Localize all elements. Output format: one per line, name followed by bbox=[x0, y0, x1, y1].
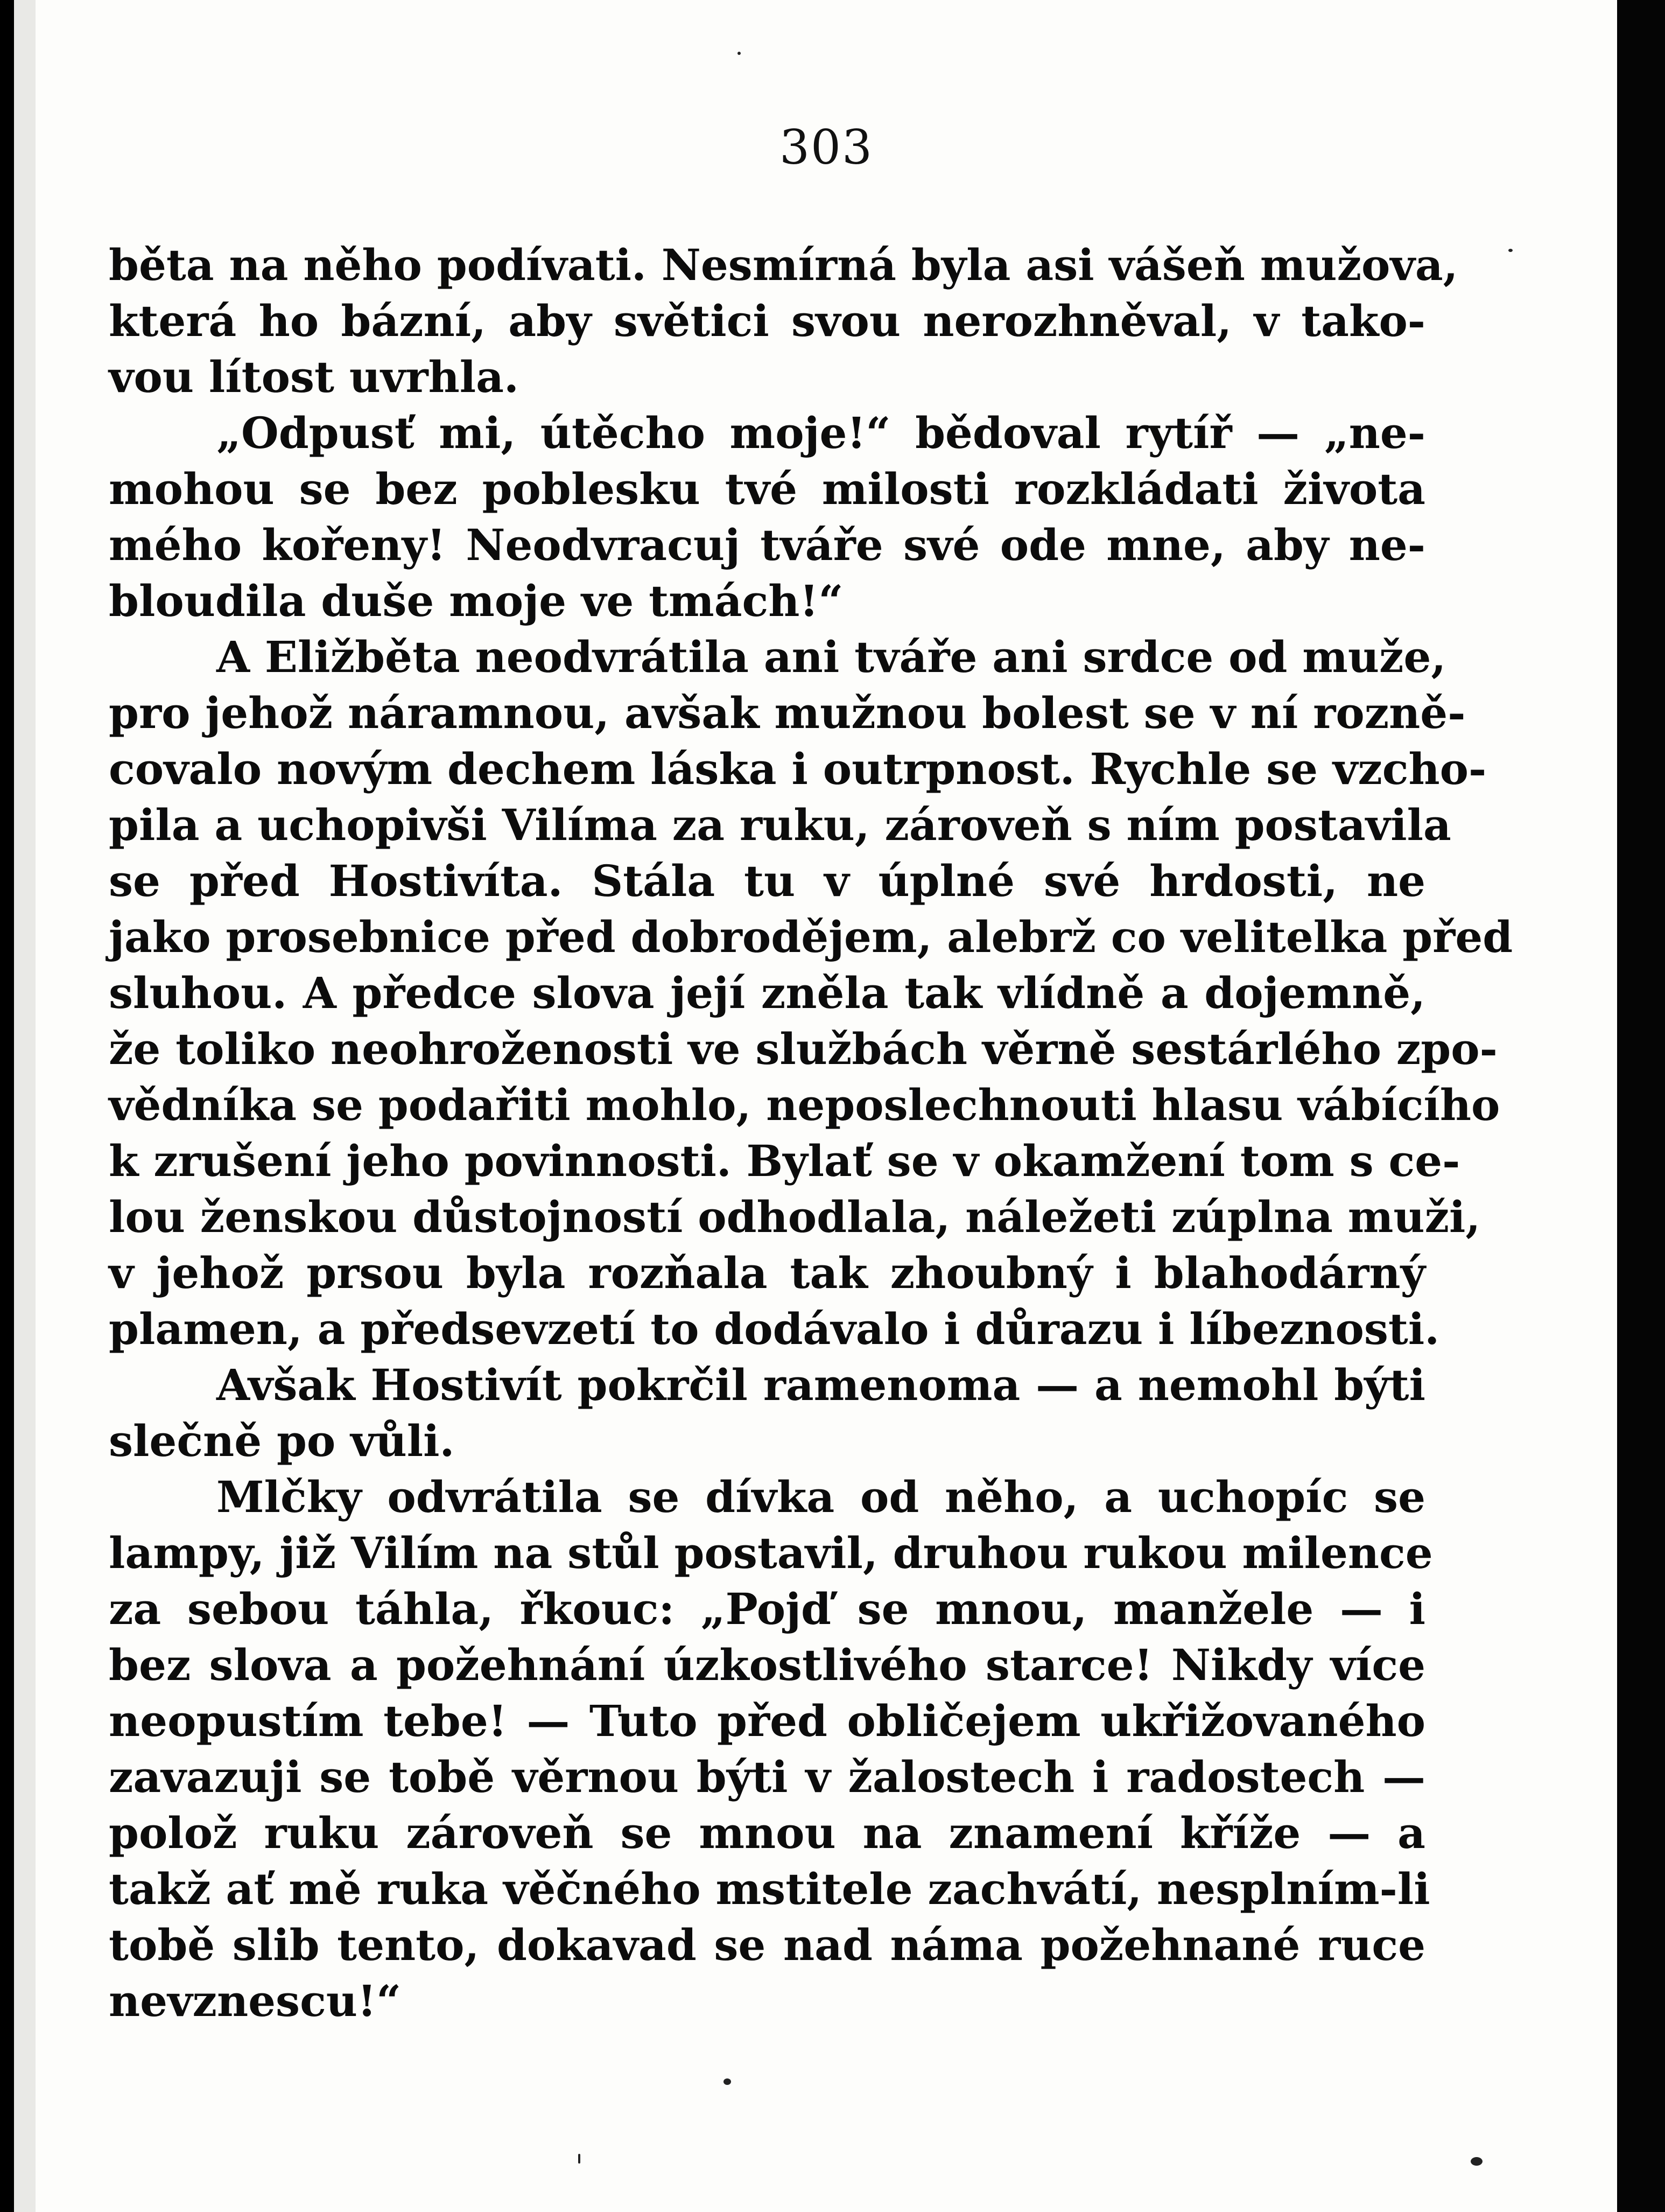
print-speck bbox=[723, 2078, 731, 2085]
text-line: která ho bázní, aby světici svou nerozhněval, v tako- bbox=[109, 296, 1425, 346]
print-speck bbox=[1508, 249, 1513, 252]
print-speck bbox=[1471, 2157, 1483, 2166]
text-line: bloudila duše moje ve tmách!“ bbox=[109, 576, 844, 626]
text-line: bez slova a požehnání úzkostlivého starce! Nikdy více bbox=[109, 1640, 1425, 1690]
text-line: vědníka se podařiti mohlo, neposlechnouti hlasu vábícího bbox=[109, 1080, 1500, 1130]
text-line: se před Hostivíta. Stála tu v úplné své hrdosti, ne bbox=[109, 856, 1425, 906]
print-speck bbox=[578, 2154, 580, 2164]
text-line: lampy, již Vilím na stůl postavil, druhou rukou milence bbox=[109, 1528, 1433, 1578]
text-line: lou ženskou důstojností odhodlala, náležeti zúplna muži, bbox=[109, 1192, 1481, 1242]
text-line: plamen, a předsevzetí to dodávalo i důrazu i líbeznosti. bbox=[109, 1304, 1440, 1354]
text-line: Mlčky odvrátila se dívka od něho, a uchopíc se bbox=[216, 1472, 1425, 1522]
text-line: A Eližběta neodvrátila ani tváře ani srdce od muže, bbox=[216, 632, 1446, 682]
book-page bbox=[36, 0, 1617, 2212]
scan-spine-shadow bbox=[0, 0, 14, 2212]
text-line: mohou se bez poblesku tvé milosti rozkládati života bbox=[109, 464, 1425, 514]
text-line: jako prosebnice před dobrodějem, alebrž co velitelka před bbox=[109, 912, 1513, 962]
text-line: pila a uchopivši Vilíma za ruku, zároveň s ním postavila bbox=[109, 800, 1451, 850]
text-line: takž ať mě ruka věčného mstitele zachvátí, nesplním-li bbox=[109, 1864, 1430, 1914]
text-line: Avšak Hostivít pokrčil ramenoma — a nemohl býti bbox=[216, 1360, 1425, 1410]
text-line: běta na něho podívati. Nesmírná byla asi vášeň mužova, bbox=[109, 240, 1458, 290]
text-line: covalo novým dechem láska i outrpnost. Rychle se vzcho- bbox=[109, 744, 1487, 794]
text-line: nevznescu!“ bbox=[109, 1976, 402, 2026]
scan-gutter bbox=[14, 0, 36, 2212]
print-speck bbox=[737, 52, 741, 55]
text-line: vou lítost uvrhla. bbox=[109, 352, 519, 402]
body-text bbox=[109, 237, 1513, 2029]
text-line: neopustím tebe! — Tuto před obličejem ukřižovaného bbox=[109, 1696, 1425, 1746]
text-line: sluhou. A předce slova její zněla tak vlídně a dojemně, bbox=[109, 968, 1425, 1018]
text-line: k zrušení jeho povinnosti. Bylať se v okamžení tom s ce- bbox=[109, 1136, 1460, 1186]
text-line: že toliko neohroženosti ve službách věrně sestárlého zpo- bbox=[109, 1024, 1498, 1074]
text-line: v jehož prsou byla rozňala tak zhoubný i blahodárný bbox=[109, 1248, 1425, 1298]
text-line: „Odpusť mi, útěcho moje!“ bědoval rytíř — „ne- bbox=[216, 408, 1425, 458]
text-line: slečně po vůli. bbox=[109, 1416, 455, 1466]
text-line: tobě slib tento, dokavad se nad náma požehnané ruce bbox=[109, 1920, 1425, 1970]
text-line: zavazuji se tobě věrnou býti v žalostech i radostech — bbox=[109, 1752, 1425, 1802]
text-line: za sebou táhla, řkouc: „Pojď se mnou, manžele — i bbox=[109, 1584, 1425, 1634]
scan-right-border bbox=[1617, 0, 1665, 2212]
text-line: pro jehož náramnou, avšak mužnou bolest se v ní rozně- bbox=[109, 688, 1466, 738]
text-line: polož ruku zároveň se mnou na znamení kříže — a bbox=[109, 1808, 1425, 1858]
page-number: 303 bbox=[779, 120, 873, 175]
text-line: mého kořeny! Neodvracuj tváře své ode mne, aby ne- bbox=[109, 520, 1425, 570]
